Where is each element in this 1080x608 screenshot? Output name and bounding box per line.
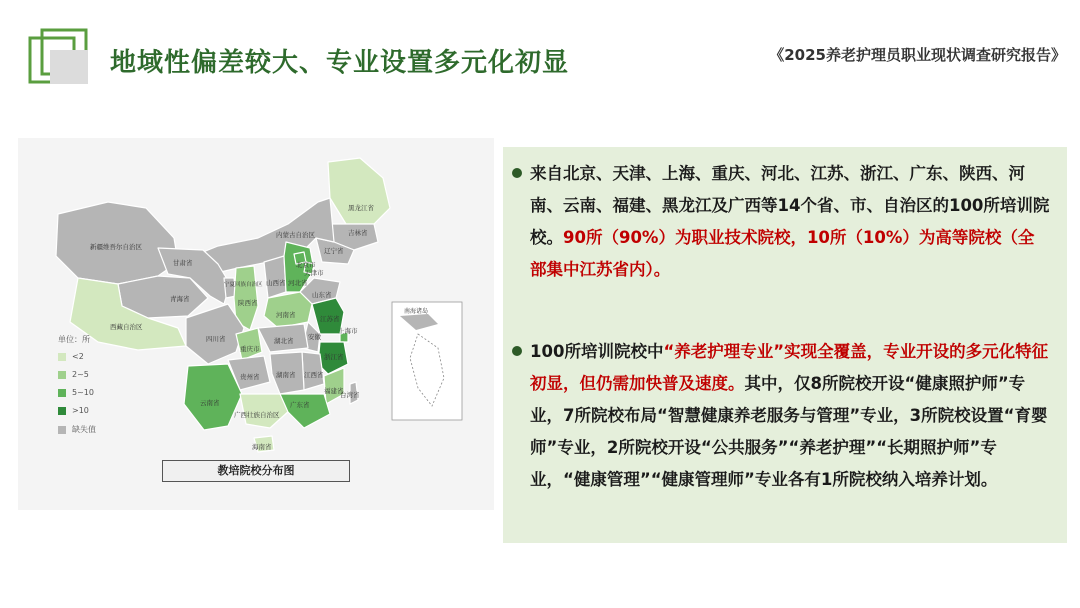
paragraph-2-highlight: “养老护理专业”实现全覆盖，专业开设的多元化特征初显，但仍需加快普及速度。 — [530, 342, 1049, 393]
label-hunan: 湖南省 — [276, 371, 296, 379]
label-yunnan: 云南省 — [200, 399, 220, 407]
label-hainan: 海南省 — [252, 443, 272, 451]
legend-item-missing: 缺失值 — [58, 424, 96, 435]
label-guangdong: 广东省 — [290, 401, 310, 409]
label-jilin: 吉林省 — [348, 229, 368, 237]
label-chongqing: 重庆市 — [240, 345, 260, 353]
label-ningxia: 宁夏回族自治区 — [224, 282, 263, 288]
label-jiangsu: 江苏省 — [320, 315, 340, 323]
paragraph-1-text: 来自北京、天津、上海、重庆、河北、江苏、浙江、广东、陕西、河南、云南、福建、黑龙江及广西等14个省、市、自治区的100所培训院校。 — [530, 164, 1050, 247]
label-hebei: 河北省 — [288, 279, 308, 287]
bullet-icon — [512, 168, 522, 178]
label-gansu: 甘肃省 — [173, 259, 193, 267]
legend-swatch — [58, 371, 66, 379]
map-caption: 教培院校分布图 — [162, 460, 350, 482]
label-shandong: 山东省 — [312, 291, 332, 299]
legend-swatch — [58, 426, 66, 434]
label-neimenggu: 内蒙古自治区 — [276, 231, 315, 239]
label-zhejiang: 浙江省 — [324, 353, 344, 361]
label-tianjin: 天津市 — [304, 269, 324, 277]
label-jiangxi: 江西省 — [304, 371, 324, 379]
bullet-icon — [512, 346, 522, 356]
label-guangxi: 广西壮族自治区 — [234, 411, 280, 419]
label-inset: 南海诸岛 — [404, 308, 429, 315]
logo-mark — [28, 28, 92, 92]
label-anhui: 安徽 — [308, 333, 321, 341]
map-labels — [18, 138, 494, 510]
label-sichuan: 四川省 — [206, 335, 226, 343]
paragraph-2-text-a: 100所培训院校中 — [530, 342, 664, 361]
label-heilongjiang: 黑龙江省 — [348, 204, 374, 212]
label-xizang: 西藏自治区 — [110, 323, 143, 331]
legend-title: 单位：所 — [58, 335, 90, 344]
label-fujian: 福建省 — [324, 387, 344, 395]
label-shanghai: 上海市 — [338, 327, 358, 335]
label-qinghai: 青海省 — [170, 295, 190, 303]
label-shaanxi: 陕西省 — [238, 299, 258, 307]
legend-swatch — [58, 407, 66, 415]
page-title: 地域性偏差较大、专业设置多元化初显 — [110, 48, 570, 78]
label-beijing: 北京市 — [296, 261, 316, 269]
label-shanxi: 山西省 — [266, 279, 286, 287]
label-taiwan: 台湾省 — [340, 391, 360, 399]
label-henan: 河南省 — [276, 311, 296, 319]
legend-item-2-5: 2~5 — [58, 370, 89, 379]
paragraph-2 — [530, 336, 1050, 496]
label-hubei: 湖北省 — [274, 337, 294, 345]
legend-item-5-10: 5~10 — [58, 388, 94, 397]
paragraph-1-highlight: 90所（90%）为职业技术院校，10所（10%）为高等院校（全部集中江苏省内）。 — [530, 228, 1035, 279]
legend-item-gt10: >10 — [58, 406, 89, 415]
legend-item-lt2: <2 — [58, 352, 84, 361]
paragraph-2-text-b: 其中，仅8所院校开设“健康照护师”专业，7所院校布局“智慧健康养老服务与管理”专业，3所院校设置“育婴师”专业，2所院校开设“公共服务”“养老护理”“长期照护师”专业，“健康管理”“健康管理师”专业各有1所院校纳入培养计划。 — [530, 374, 1048, 489]
legend-swatch — [58, 353, 66, 361]
paragraph-1 — [530, 158, 1050, 286]
map-panel — [18, 138, 494, 510]
label-liaoning: 辽宁省 — [324, 247, 344, 255]
label-xinjiang: 新疆维吾尔自治区 — [90, 243, 142, 251]
report-name: 《2025养老护理员职业现状调查研究报告》 — [769, 46, 1066, 64]
legend-swatch — [58, 389, 66, 397]
label-guizhou: 贵州省 — [240, 373, 260, 381]
